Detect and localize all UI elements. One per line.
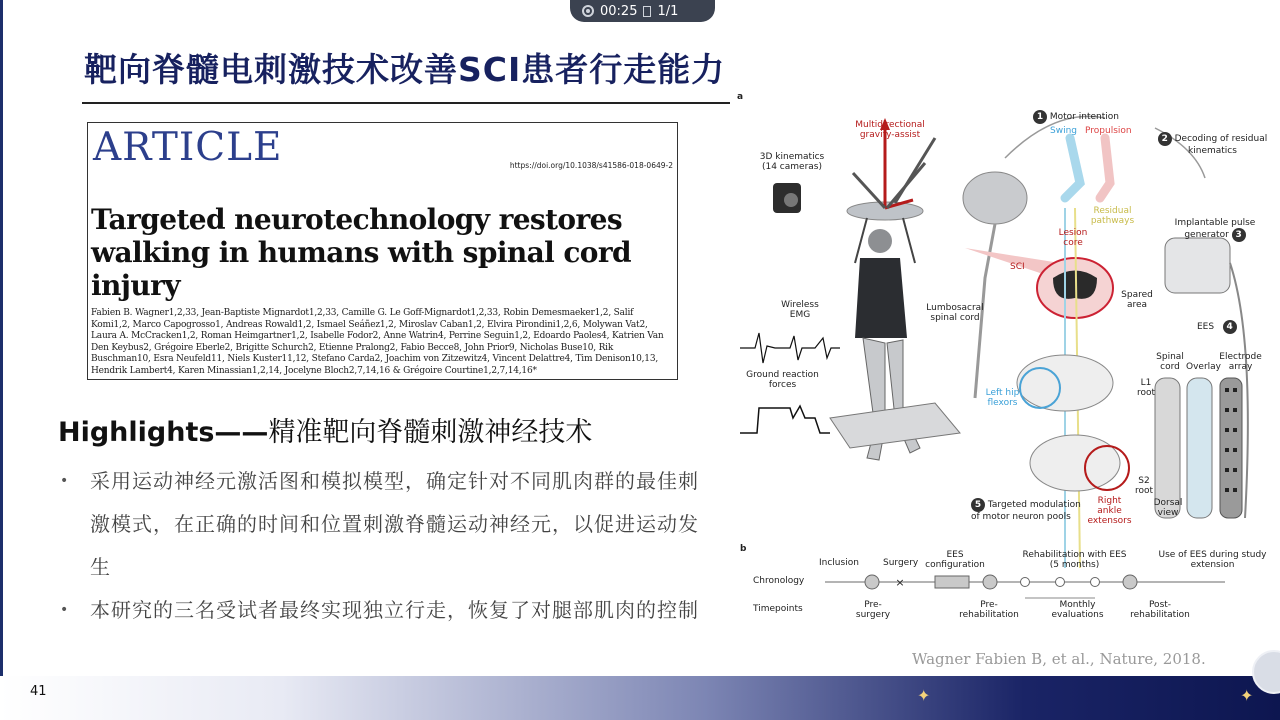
page-icon bbox=[643, 6, 651, 17]
left-edge-line bbox=[0, 0, 3, 680]
spared-label: Spared area bbox=[1121, 290, 1153, 310]
player-time: 00:25 bbox=[600, 3, 638, 19]
l1-root-label: L1 root bbox=[1136, 378, 1156, 398]
ees-config-label: EES configuration bbox=[925, 550, 985, 570]
pre-rehab-label: Pre-rehabilitation bbox=[959, 600, 1019, 620]
step-2-label: 2 Decoding of residual kinematics bbox=[1155, 132, 1270, 156]
right-ankle-label: Right ankle extensors bbox=[1087, 496, 1132, 526]
electrode-array-label: Electrode array bbox=[1219, 352, 1262, 372]
bullet-list bbox=[60, 460, 700, 632]
slide-title: 靶向脊髓电刺激技术改善SCI患者行走能力 bbox=[84, 50, 726, 89]
wireless-emg-label: Wireless EMG bbox=[781, 300, 819, 320]
step-4-label: EES 4 bbox=[1197, 320, 1237, 334]
article-title: Targeted neurotechnology restores walking in humans with spinal cord injury bbox=[91, 203, 631, 302]
article-label: ARTICLE bbox=[93, 125, 283, 170]
footer-band bbox=[0, 676, 1280, 720]
use-ees-label: Use of EES during study extension bbox=[1158, 550, 1267, 570]
article-doi: https://doi.org/10.1038/s41586-018-0649-2 bbox=[509, 161, 673, 170]
sci-label: SCI bbox=[1010, 262, 1025, 272]
player-bar[interactable] bbox=[570, 0, 715, 22]
player-page: 1/1 bbox=[657, 3, 679, 19]
panel-a-label: a bbox=[737, 92, 744, 102]
panel-b-label: b bbox=[740, 544, 747, 554]
step-5-label: 5 Targeted modulation of motor neuron pools bbox=[971, 500, 1081, 522]
bullet-dot: • bbox=[60, 473, 70, 489]
step-1-label: 1 Motor intention bbox=[1033, 110, 1119, 124]
bullet-item bbox=[60, 589, 700, 632]
gravity-label: Multidirectional gravity-assist bbox=[855, 120, 925, 140]
highlights-zh: 精准靶向脊髓刺激神经技术 bbox=[268, 417, 593, 448]
bullet-text: 采用运动神经元激活图和模拟模型，确定针对不同肌肉群的最佳刺激模式，在正确的时间和位置刺激脊髓运动神经元，以促进运动发生 bbox=[90, 469, 699, 579]
record-icon bbox=[582, 5, 594, 17]
highlights-heading bbox=[58, 410, 592, 449]
surgery-label: Surgery bbox=[883, 558, 919, 568]
overlay-label: Overlay bbox=[1186, 362, 1221, 372]
citation: Wagner Fabien B, et al., Nature, 2018. bbox=[912, 650, 1206, 668]
sparkle-icon: ✦ bbox=[917, 686, 931, 705]
lesion-core-label: Lesion core bbox=[1058, 228, 1088, 248]
post-rehab-label: Post-rehabilitation bbox=[1130, 600, 1190, 620]
step-3-label: Implantable pulse generator 3 bbox=[1174, 218, 1256, 240]
residual-label: Residual pathways bbox=[1090, 206, 1135, 226]
spinal-cord-label: Spinal cord bbox=[1156, 352, 1184, 372]
ground-reaction-label: Ground reaction forces bbox=[746, 370, 819, 390]
swing-label: Swing bbox=[1050, 126, 1077, 136]
pre-surgery-label: Pre-surgery bbox=[855, 600, 891, 620]
page-number: 41 bbox=[30, 684, 47, 699]
s2-root-label: S2 root bbox=[1134, 476, 1154, 496]
nature-figure bbox=[735, 88, 1270, 628]
monthly-label: Monthly evaluations bbox=[1051, 600, 1104, 620]
propulsion-label: Propulsion bbox=[1085, 126, 1132, 136]
article-screenshot bbox=[87, 122, 678, 380]
bullet-dot: • bbox=[60, 602, 70, 618]
inclusion-label: Inclusion bbox=[819, 558, 859, 568]
highlights-en: Highlights—— bbox=[58, 417, 269, 448]
article-authors: Fabien B. Wagner1,2,33, Jean-Baptiste Mignardot1,2,33, Camille G. Le Goff-Mignardot1,2,33, Robin Demesmaeker1,2, Salif Komi1,2, Marco Capogrosso1, Andreas Rowald1,2, Ismael Seáñez1,2, Miroslav Caban1,2, Elvira Pirondini1,2,6, Molywan Vat2, Laura A. McCracken1,2, Roman Heimgartner1,2, Isabelle Fodor2, Anne Watrin4, Perrine Seguin1,2, Edoardo Paoles4, Katrien Van Den Keybus2, Grégoire Eberle2, Brigitte Schurch2, Etienne Pralong2, Fabio Becce8, John Prior9, Nicholas Buse10, Rik Buschman10, Esra Neufeld11, Niels Kuster11,12, Stefano Carda2, Joachim von Zitzewitz4, Vincent Delattre4, Tim Denison10,13, Hendrik Lambert4, Karen Minassian1,2,14, Jocelyne Bloch2,7,14,16 & Grégoire Courtine1,2,7,14,16* bbox=[91, 308, 664, 376]
kinematics-label: 3D kinematics (14 cameras) bbox=[759, 152, 825, 172]
timepoints-label: Timepoints bbox=[753, 604, 803, 614]
chronology-label: Chronology bbox=[753, 576, 805, 586]
bullet-text: 本研究的三名受试者最终实现独立行走，恢复了对腿部肌肉的控制 bbox=[90, 598, 699, 622]
left-hip-label: Left hip flexors bbox=[985, 388, 1020, 408]
dorsal-view-label: Dorsal view bbox=[1153, 498, 1183, 518]
bullet-item bbox=[60, 460, 700, 589]
title-divider bbox=[82, 102, 730, 104]
sparkle-icon: ✦ bbox=[1240, 686, 1254, 705]
lumbosacral-label: Lumbosacral spinal cord bbox=[926, 303, 984, 323]
rehab-label: Rehabilitation with EES (5 months) bbox=[1022, 550, 1127, 570]
svg-text:×: × bbox=[895, 576, 905, 589]
